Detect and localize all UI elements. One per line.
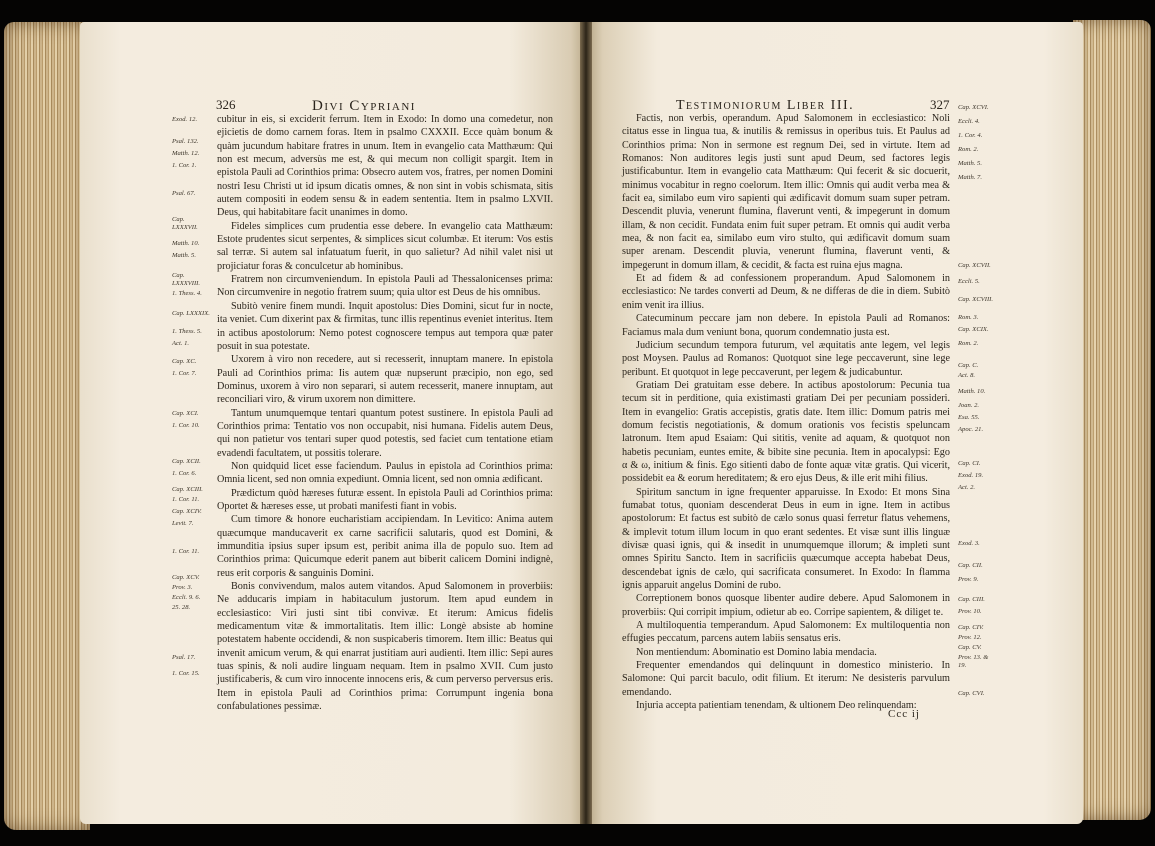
paragraph: Injuria accepta patientiam tenendam, & ultionem Deo relinquendam: — [636, 700, 917, 712]
right-page-number: 327 — [930, 97, 950, 112]
right-page-edges — [1073, 20, 1151, 820]
margin-note: Matth. 10. — [172, 240, 200, 247]
paragraph: Cum timore & honore eucharistiam accipiendam. In Levitico: Anima autem quæcumque manducaverit ex carne sacrificii salutaris, quod est Domini, & immunditia ipsius super ipsum est, peribit anima illa de populo suo. Item ad Corinthios prima: Quicumque ederit panem aut biberit calicem Domini indignè, reus erit corporis & sanguinis Domini. — [217, 514, 553, 579]
margin-note: Eccli. 5. — [958, 278, 980, 285]
paragraph: Judicium secundum tempora futurum, vel æquitatis ante legem, vel legis post Moysen. Paulus ad Romanos: Quotquot sine lege peccaverunt, sine lege peribunt. Et quotquot in lege peccaverunt, per legem & judicabuntur. — [622, 339, 950, 378]
margin-note: Cap. CII. — [958, 562, 983, 569]
margin-note: Exod. 3. — [958, 540, 980, 547]
margin-note: Matth. 12. — [172, 150, 200, 157]
margin-note: Cap. CI. — [958, 460, 981, 467]
margin-note: 1. Cor. 1. — [172, 162, 197, 169]
signature-mark: Ccc ij — [888, 708, 920, 720]
margin-note: Psal. 17. — [172, 654, 196, 661]
margin-note: Cap. XCV. — [172, 574, 200, 581]
margin-note: Cap. LXXXIX. — [172, 310, 210, 317]
margin-note: Esa. 55. — [958, 414, 980, 421]
paragraph: Gratiam Dei gratuitam esse debere. In actibus apostolorum: Pecunia tua tecum sit in perditione, quia existimasti gratiam Dei per pecuniam possideri. Item in evangelio: Gratis accepistis, gratis date. Item illic: Domum patris mei domum fecistis negotiationis, & domum orationis vos fecistis speluncam latronum. Item apud Esaiam: Qui sititis, venite ad aquam, & quotquot non habetis pecuniam, euntes emite, & bibite sine pecunia. Item in apocalypsi: Ego α & ω, initium & finis. Ego sitienti dabo de fonte aquæ vitæ gratis. Qui vicerit, possidebit ea & eorum hereditatem; & ero ejus Deus, & ille erit mihi filius. — [622, 379, 950, 485]
left-page-number: 326 — [216, 97, 236, 112]
margin-note: Cap. XCVIII. — [958, 296, 993, 303]
paragraph: Bonis convivendum, malos autem vitandos. Apud Salomonem in proverbiis: Ne adducaris impiam in habitaculum justorum. Item apud eundem in ecclesiastico: Viri justi sint tibi convivæ. Et iterum: Amicus fidelis medicamentum vitæ & immortalitatis. Item illic: Longè absiste ab homine potestatem habente occidendi, & non suspicaberis timorem. Item illic: Beatus qui invenit amicum verum, & qui enarrat justitiam auri audienti. Item illic: Sepi aures tuas spinis, & noli audire linguam nequam. Item in psalmo XVII. Cum justo justificaberis, & cum viro innocente innocens eris, & cum perverso perversus eris. Item in epistola Pauli ad Corinthios prima: Corrumpunt ingenia bona confabulationes pessimæ. — [217, 581, 553, 713]
right-running-head: Testimoniorum Liber III. — [676, 98, 855, 113]
paragraph: Spiritum sanctum in igne frequenter apparuisse. In Exodo: Et mons Sina fumabat totus, quoniam descenderat Deus in eum in igne. Item in actibus apostolorum: Et factus est subitò de cælo sonus quasi ferretur flatus vehemens, & implevit totum illum locum in quo erant sedentes. Et visæ sunt illis linguæ divisæ quasi ignis, qui & insedit in unumquemque illorum; & impleti sunt omnes Spiritu Sancto. Item in sacrificiis quæcumque accepta habebat Deus, descendebat ignis de cælo, qui sacrificata consumeret. In Exodo: In flamma ignis apparuit angelus Domini de rubo. — [622, 486, 950, 592]
margin-note: Prov. 9. — [958, 576, 979, 583]
paragraph: Factis, non verbis, operandum. Apud Salomonem in ecclesiastico: Noli citatus esse in lingua tua, & inutilis & remissus in operibus tuis. Et Paulus ad Corinthios prima: Non in sermone est regnum Dei, sed in virtute. Item ad Romanos: Non auditores legis justi sunt apud Deum, sed factores legis justificabuntur. Item in evangelio cata Matthæum: Qui fecerit & sic docuerit, minimus vocabitur in regno coelorum. Item illic: Omnis qui audit verba mea & facit ea, similabo eum viro sapienti qui ædificavit domum suam super petram. Descendit pluvia, venerunt flumina, flaverunt venti, & impegerunt in domum illam, & non cecidit. Fundata enim fuit super petram. Et omnis qui audit verba mea, & non facit ea, similabo eum viro stulto, qui ædificavit domum suam super arenam. Descendit pluvia, venerunt flumina, flaverunt venti, & impegerunt in domum illam, & cecidit, & facta est ruina ejus magna. — [622, 113, 950, 271]
paragraph: cubitur in eis, si exciderit ferrum. Item in Exodo: In domo una comedetur, non ejicietis de domo carnem foras. Item in psalmo CXXXII. Ecce quàm bonum & quàm jucundum habitare fratres in unum. Item in evangelio cata Matthæum: Qui non est mecum, adversùs me est, & qui mecum non colligit spargit. Item in epistola Pauli ad Corinthios prima: Obsecro autem vos, fratres, per nomen Domini nostri Iesu Christi ut id ipsum dicatis omnes, & non sint in vobis schismata, sitis autem compositi in eodem sensu & in eadem sententia. Item in psalmo LXVII. Deus, qui habitabitare facit unanimes in domo. — [217, 114, 553, 219]
margin-note: Eccli. 4. — [958, 118, 980, 125]
margin-note: Cap. CVI. — [958, 690, 985, 697]
paragraph: Fideles simplices cum prudentia esse debere. In evangelio cata Matthæum: Estote prudentes sicut serpentes, & simplices sicut columbæ. Et iterum: Vos estis sal terræ. Si autem sal infatuatum fuerit, in quo salietur? Ad nihil valet nisi ut projiciatur foras & conculcetur ab hominibus. — [217, 220, 553, 272]
paragraph: Prædictum quòd hæreses futuræ essent. In epistola Pauli ad Corinthios prima: Oportet & hæreses esse, ut probati manifesti fiant in vobis. — [217, 487, 553, 512]
margin-note: Cap. XCIV. — [172, 508, 202, 515]
margin-note: Act. 1. — [172, 340, 190, 347]
margin-note: Joan. 2. — [958, 402, 980, 409]
margin-note: Rom. 2. — [958, 146, 979, 153]
margin-note: Act. 8. — [958, 372, 976, 379]
paragraph: Et ad fidem & ad confessionem properandum. Apud Salomonem in ecclesiastico: Ne tardes converti ad Deum, & ne differas de die in diem. Subitò enim venit ira illius. — [622, 273, 950, 311]
paragraph: Frequenter emendandos qui delinquunt in domestico ministerio. In Salomone: Qui parcit baculo, odit filium. Et iterum: Ne desisteris parvulum emendando. — [622, 660, 950, 698]
margin-note: Cap. XCIX. — [958, 326, 989, 333]
margin-note: Matth. 10. — [958, 388, 986, 395]
margin-note: Cap. LXXXVII. — [172, 216, 198, 231]
margin-note: Rom. 3. — [958, 314, 979, 321]
right-page-text — [622, 112, 950, 712]
margin-note: Cap. XCII. — [172, 458, 201, 465]
margin-note: Cap. XCVII. — [958, 262, 991, 269]
left-page-text — [217, 113, 553, 713]
margin-note: Prov. 13. & 19. — [958, 654, 989, 669]
margin-note: Prov. 10. — [958, 608, 982, 615]
margin-note: Cap. XCI. — [172, 410, 199, 417]
margin-note: 1. Cor. 11. — [172, 548, 200, 555]
paragraph: Uxorem à viro non recedere, aut si recesserit, innuptam manere. In epistola Pauli ad Corinthios prima: Iis autem quæ nupserunt præcipio, non ego, sed Dominus, uxorem à viro non separari, si autem recesserit, manere innuptam, aut reconciliari viro, & virum uxorem non dimittere. — [217, 354, 553, 406]
margin-note: Cap. CV. — [958, 644, 982, 651]
margin-note: Eccli. 9. 6. — [172, 594, 201, 601]
margin-note: Prov. 12. — [958, 634, 982, 641]
left-running-head: Divi Cypriani — [312, 98, 416, 114]
margin-note: Apoc. 21. — [958, 426, 984, 433]
margin-note: Cap. CIV. — [958, 624, 984, 631]
margin-note: Cap. LXXXVIII. — [172, 272, 201, 287]
margin-note: 1. Cor. 11. — [172, 496, 200, 503]
margin-note: Prov. 3. — [172, 584, 193, 591]
margin-note: 1. Thess. 4. — [172, 290, 202, 297]
left-page-edges — [4, 22, 90, 830]
paragraph: Fratrem non circumveniendum. In epistola Pauli ad Thessalonicenses prima: Non circumvenire in negotio fratrem suum; quia ultor est Deus de his omnibus. — [217, 274, 553, 299]
margin-note: Cap. XCIII. — [172, 486, 203, 493]
paragraph: Correptionem bonos quosque libenter audire debere. Apud Salomonem in proverbiis: Qui corripit impium, odietur ab eo. Corripe sapientem, & diliget te. — [622, 593, 950, 618]
paragraph: A multiloquentia temperandum. Apud Salomonem: Ex multiloquentia non effugies peccatum, parcens autem labiis sensatus eris. — [622, 620, 950, 645]
margin-note: Cap. XCVI. — [958, 104, 989, 111]
paragraph: Non quidquid licet esse faciendum. Paulus in epistola ad Corinthios prima: Omnia licent, sed non omnia expediunt. Omnia licent, sed non omnia ædificant. — [217, 460, 553, 486]
margin-note: 1. Cor. 15. — [172, 670, 200, 677]
margin-note: Exod. 19. — [958, 472, 984, 479]
margin-note: 1. Cor. 4. — [958, 132, 983, 139]
margin-note: Rom. 2. — [958, 340, 979, 347]
margin-note: 25. 28. — [172, 604, 191, 611]
paragraph: Non mentiendum: Abominatio est Domino labia mendacia. — [636, 646, 877, 658]
margin-note: Cap. CIII. — [958, 596, 985, 603]
margin-note: Psal. 132. — [172, 138, 199, 145]
margin-note: 1. Cor. 10. — [172, 422, 200, 429]
paragraph: Catecuminum peccare jam non debere. In epistola Pauli ad Romanos: Faciamus mala dum veniunt bona, quorum condemnatio justa est. — [622, 313, 950, 338]
margin-note: Psal. 67. — [172, 190, 196, 197]
margin-note: Act. 2. — [958, 484, 976, 491]
margin-note: Exod. 12. — [172, 116, 198, 123]
paragraph: Tantum unumquemque tentari quantum potest sustinere. In epistola Pauli ad Corinthios prima: Tentatio vos non occupabit, nisi humana. Fidelis autem Deus, qui non patietur vos tentari super quod potestis, sed faciet cum tentatione etiam evadendi facultatem, ut possitis tolerare. — [217, 407, 553, 459]
book-gutter — [580, 22, 592, 824]
margin-note: Levit. 7. — [172, 520, 194, 527]
paragraph: Subitò venire finem mundi. Inquit apostolus: Dies Domini, sicut fur in nocte, ita veniet. Cum dixerint pax & firmitas, tunc illis repentinus eveniet interitus. Item in actibus apostolorum: Nemo potest cognoscere tempus aut tempora quæ pater posuit in sua potestate. — [217, 300, 553, 352]
margin-note: Matth. 7. — [958, 174, 982, 181]
margin-note: 1. Cor. 6. — [172, 470, 197, 477]
margin-note: Cap. C. — [958, 362, 979, 369]
margin-note: Cap. XC. — [172, 358, 197, 365]
margin-note: Matth. 5. — [958, 160, 982, 167]
margin-note: 1. Cor. 7. — [172, 370, 197, 377]
margin-note: Matth. 5. — [172, 252, 196, 259]
margin-note: 1. Thess. 5. — [172, 328, 202, 335]
